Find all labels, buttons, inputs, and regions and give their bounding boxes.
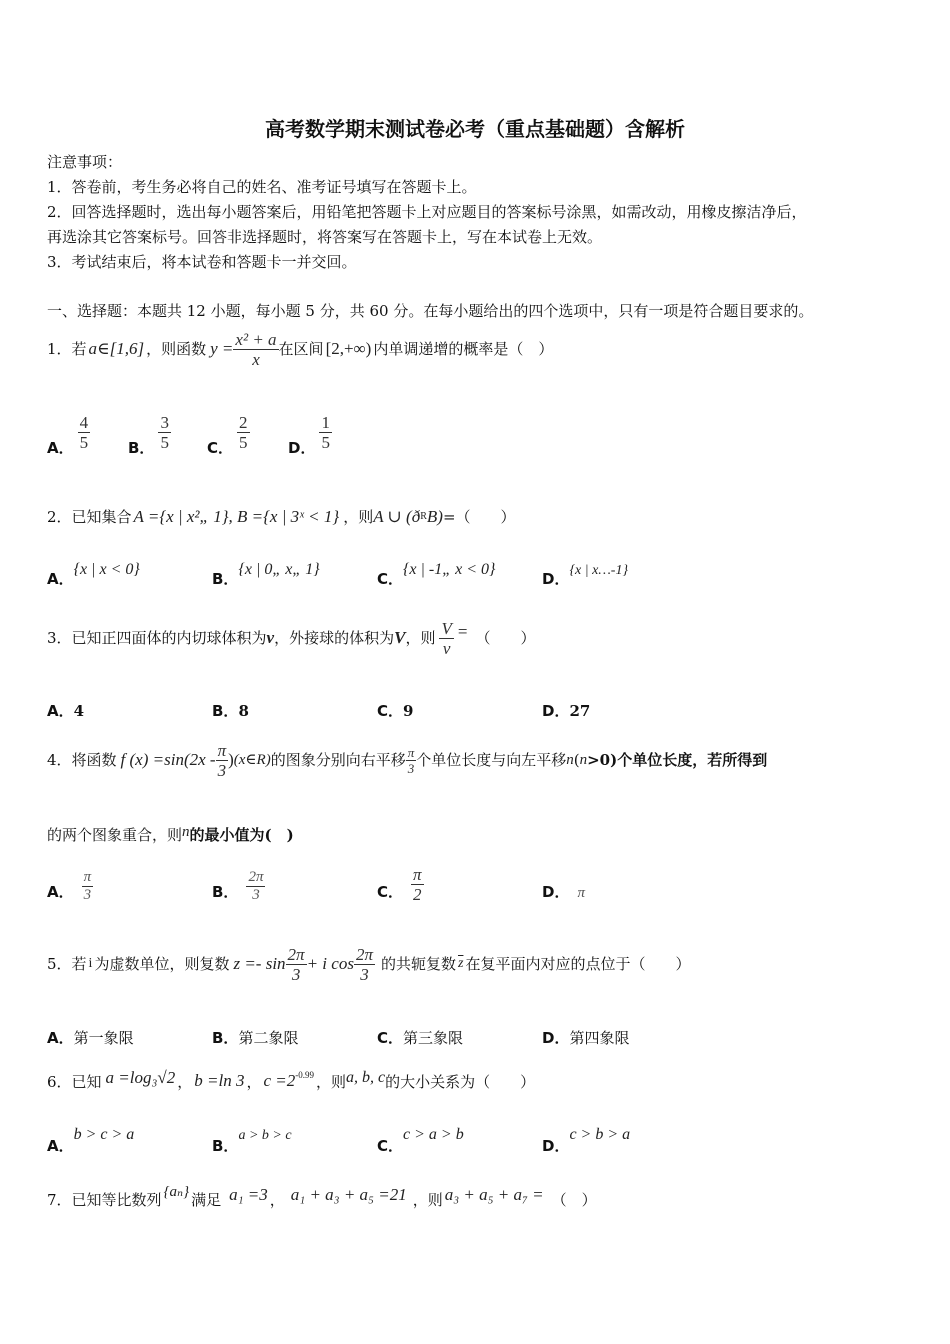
option-fraction <box>237 413 250 452</box>
option-label: C． <box>207 439 234 457</box>
option-numerator: 2π <box>248 869 264 885</box>
q7-sequence: {aₙ} <box>163 1184 190 1200</box>
q7-number: 7．已知等比数列 <box>47 1191 162 1209</box>
notice-item-2-cont: 再选涂其它答案标号。回答非选择题时，将答案写在答题卡上，写在本试卷上无效。 <box>47 228 603 246</box>
q4-fn-fraction <box>216 741 229 780</box>
q1-option-d[interactable] <box>288 408 332 458</box>
question-2 <box>47 494 516 540</box>
question-4 <box>47 736 767 784</box>
option-label: D． <box>542 1137 570 1155</box>
q1-interval: [2,+∞) <box>325 339 372 358</box>
q4-n-2: n <box>579 752 588 768</box>
q4-option-b[interactable] <box>212 858 265 904</box>
q4-n-3: n <box>182 824 190 840</box>
option-text: 4 <box>73 702 85 720</box>
option-label: C． <box>377 883 404 901</box>
option-text: 第四象限 <box>569 1029 630 1047</box>
option-text: c > a > b <box>403 1126 464 1143</box>
q4-number: 4．将函数 <box>47 751 117 769</box>
q6-number: 6．已知 <box>47 1073 102 1091</box>
q7-condition-1: a₁ =3 <box>229 1185 268 1204</box>
option-label: A． <box>47 570 74 588</box>
option-label: A． <box>47 702 74 720</box>
q4-option-a[interactable] <box>47 858 93 904</box>
option-text: 27 <box>569 702 591 720</box>
q4-option-c[interactable] <box>377 858 424 904</box>
q1-text-3: 内单调递增的概率是（ ） <box>373 340 554 358</box>
q1-condition: a∈[1,6] <box>88 339 145 358</box>
q1-fn-denominator: x <box>252 349 260 369</box>
q5-text: 为虚数单位，则复数 <box>94 955 230 973</box>
q4-shift-denominator: 3 <box>407 760 415 776</box>
notice-item-2: 2．回答选择题时，选出每小题答案后，用铅笔把答题卡上对应题目的答案标号涂黑，如需改动，用橡皮擦洁净后， <box>47 203 807 221</box>
q4-line-2b: 的最小值为( ) <box>189 826 294 844</box>
q3-outer-volume: V <box>394 628 406 647</box>
option-text: a > b > c <box>238 1128 292 1143</box>
option-numerator: 3 <box>160 413 169 432</box>
q5-complex-a: z =- sin <box>233 954 286 973</box>
option-text: π <box>577 885 585 901</box>
option-numerator: 4 <box>79 413 89 432</box>
q2-set-b: , B ={x | 3ˣ < 1} <box>228 507 340 526</box>
notice-heading: 注意事项： <box>47 153 123 171</box>
option-numerator: 1 <box>321 413 330 432</box>
q5-option-a[interactable] <box>47 1028 134 1048</box>
notice-item-3: 3．考试结束后，将本试卷和答题卡一并交回。 <box>47 253 357 271</box>
q6-separator: ， <box>177 1073 193 1091</box>
q1-number: 1．若 <box>47 340 87 358</box>
option-label: C． <box>377 1137 404 1155</box>
q2-text-2: =（ ） <box>442 508 516 526</box>
option-text: 9 <box>403 702 414 720</box>
q2-set-a: A ={x | x²„ 1} <box>133 507 229 526</box>
option-denominator: 5 <box>239 433 248 452</box>
q1-option-c[interactable] <box>207 408 250 458</box>
q4-fn-close: ) <box>228 750 234 769</box>
q3-text: ，外接球的体积为 <box>274 629 395 647</box>
option-fraction <box>158 413 171 452</box>
question-7 <box>47 1178 597 1222</box>
q5-text-2: 的共轭复数 <box>380 955 456 973</box>
q1-text: ，则函数 <box>146 340 207 358</box>
option-text: {x | x < 0} <box>73 561 140 578</box>
q3-option-d[interactable] <box>542 701 590 721</box>
q4-n: n <box>566 752 574 768</box>
notice-item-1: 1．答卷前，考生务必将自己的姓名、准考证号填写在答题卡上。 <box>47 178 477 196</box>
option-label: A． <box>47 439 74 457</box>
q7-text-3: （ ） <box>551 1191 597 1209</box>
q4-text-2: 个单位长度与向左平移 <box>416 751 567 769</box>
option-label: B． <box>212 1029 239 1047</box>
q1-option-b[interactable] <box>128 408 171 458</box>
q3-equals: = <box>457 622 468 641</box>
option-text: {x | x…-1} <box>569 563 629 578</box>
option-text: c > b > a <box>569 1126 631 1143</box>
option-label: D． <box>542 570 570 588</box>
q3-text-3: （ ） <box>475 629 536 647</box>
option-fraction <box>82 869 94 904</box>
q3-option-c[interactable] <box>377 701 413 721</box>
option-label: A． <box>47 1029 74 1047</box>
q4-line-2: 的两个图象重合，则 <box>47 826 183 844</box>
q1-fn-numerator: x² + a <box>235 329 277 349</box>
question-4-cont <box>47 822 294 848</box>
q5-denominator-2: 3 <box>360 964 369 984</box>
q2-option-a[interactable] <box>47 553 140 589</box>
q6-option-a[interactable] <box>47 1120 134 1156</box>
q3-inner-volume: v <box>266 628 275 647</box>
q4-option-d[interactable] <box>542 858 585 904</box>
q3-number: 3．已知正四面体的内切球体积为 <box>47 629 267 647</box>
q3-fraction <box>439 619 453 658</box>
option-label: B． <box>212 883 239 901</box>
option-denominator: 5 <box>79 433 89 452</box>
option-numerator: 2 <box>239 413 248 432</box>
q1-option-a[interactable] <box>47 408 90 458</box>
q2-option-d[interactable] <box>542 553 628 589</box>
q6-c-exponent: -0.99 <box>295 1070 314 1080</box>
q3-numerator: V <box>441 618 452 638</box>
q1-text-2: 在区间 <box>278 340 324 358</box>
q4-fn-numerator: π <box>217 740 227 760</box>
option-denominator: 5 <box>160 433 169 452</box>
q5-complex-b: + i cos <box>306 954 354 973</box>
question-3 <box>47 614 535 662</box>
option-label: D． <box>542 702 570 720</box>
q4-function: f (x) =sin(2x - <box>120 750 216 769</box>
q6-text-2: 的大小关系为（ ） <box>385 1073 536 1091</box>
option-fraction <box>78 413 91 452</box>
q6-c-value: c =2 <box>263 1071 296 1090</box>
q4-text-4: >0)个单位长度，若所得到 <box>587 751 768 769</box>
q2-option-c[interactable] <box>377 553 495 589</box>
q6-text: ，则 <box>316 1073 347 1091</box>
q5-numerator-1: 2π <box>287 944 305 964</box>
option-text: 第二象限 <box>238 1029 299 1047</box>
q3-option-b[interactable] <box>212 701 249 721</box>
option-numerator: π <box>83 869 92 885</box>
option-denominator: 5 <box>321 433 330 452</box>
q2-text: ，则 <box>343 508 374 526</box>
q3-denominator: v <box>442 638 451 658</box>
q7-separator: ， <box>269 1191 285 1209</box>
q5-number: 5．若 <box>47 955 87 973</box>
q5-numerator-2: 2π <box>355 944 373 964</box>
question-5 <box>47 940 690 988</box>
q5-conjugate: $\overline{z}$ <box>457 956 464 971</box>
q5-option-d[interactable] <box>542 1028 629 1048</box>
question-1 <box>47 326 553 372</box>
option-label: A． <box>47 883 74 901</box>
option-text: 8 <box>238 702 249 720</box>
option-label: D． <box>542 883 570 901</box>
q2-option-b[interactable] <box>212 553 320 589</box>
option-label: B． <box>212 702 239 720</box>
q4-fn-denominator: 3 <box>217 760 227 780</box>
q5-option-b[interactable] <box>212 1028 298 1048</box>
option-denominator: 3 <box>83 887 92 903</box>
option-label: D． <box>288 439 316 457</box>
q4-shift-fraction <box>406 745 417 776</box>
q2-expression-2: B) <box>426 507 443 526</box>
q6-b-value: b =ln 3 <box>194 1071 245 1090</box>
option-label: C． <box>377 1029 404 1047</box>
section-heading: 一、选择题：本题共 12 小题，每小题 5 分，共 60 分。在每小题给出的四个选项中，只有一项是符合题目要求的。 <box>47 302 814 320</box>
q5-fraction-2 <box>354 945 375 984</box>
option-text: b > c > a <box>73 1126 135 1143</box>
q3-option-a[interactable] <box>47 701 84 721</box>
option-label: B． <box>212 1137 239 1155</box>
q4-shift-numerator: π <box>407 744 415 760</box>
option-label: C． <box>377 702 404 720</box>
option-fraction <box>411 865 424 904</box>
option-denominator: 3 <box>252 887 260 903</box>
q6-a-value: a =log₃√2 <box>105 1068 176 1087</box>
option-numerator: π <box>413 865 422 884</box>
q7-expression: a₃ + a₅ + a₇ = <box>444 1185 544 1204</box>
q5-imaginary-unit: i <box>88 956 93 971</box>
q6-option-c[interactable] <box>377 1120 464 1156</box>
option-fraction <box>319 413 332 452</box>
q3-text-2: ，则 <box>405 629 436 647</box>
q6-separator-2: ， <box>246 1073 262 1091</box>
q6-option-d[interactable] <box>542 1120 630 1156</box>
q7-condition-2: a₁ + a₃ + a₅ =21 <box>290 1185 407 1204</box>
option-label: A． <box>47 1137 74 1155</box>
q4-text: 的图象分别向右平移 <box>270 751 406 769</box>
q7-text-2: ，则 <box>412 1191 443 1209</box>
option-text: 第三象限 <box>403 1029 464 1047</box>
option-label: B． <box>212 570 239 588</box>
q5-fraction-1 <box>286 945 307 984</box>
q1-fn-fraction <box>233 330 278 369</box>
q2-number: 2．已知集合 <box>47 508 132 526</box>
q6-variables: a, b, c <box>346 1069 386 1086</box>
q6-option-b[interactable] <box>212 1120 292 1156</box>
question-6 <box>47 1064 535 1100</box>
page-title: 高考数学期末测试卷必考（重点基础题）含解析 <box>265 117 685 141</box>
option-denominator: 2 <box>413 885 422 904</box>
q2-subscript: R <box>420 511 427 522</box>
option-label: B． <box>128 439 155 457</box>
q4-text-3: ( <box>573 751 580 769</box>
option-text: {x | -1„ x < 0} <box>403 561 496 578</box>
option-text: 第一象限 <box>73 1029 134 1047</box>
option-text: {x | 0„ x„ 1} <box>238 561 320 578</box>
option-fraction <box>246 869 265 904</box>
q7-text: 满足 <box>191 1191 222 1209</box>
q4-domain: (x∈R) <box>233 752 271 768</box>
q5-denominator-1: 3 <box>291 964 301 984</box>
q5-text-3: 在复平面内对应的点位于（ ） <box>465 955 691 973</box>
q1-fn-lhs: y = <box>210 339 234 358</box>
q5-option-c[interactable] <box>377 1028 463 1048</box>
option-label: D． <box>542 1029 570 1047</box>
q2-expression: A ∪ (ð <box>373 507 421 526</box>
option-label: C． <box>377 570 404 588</box>
